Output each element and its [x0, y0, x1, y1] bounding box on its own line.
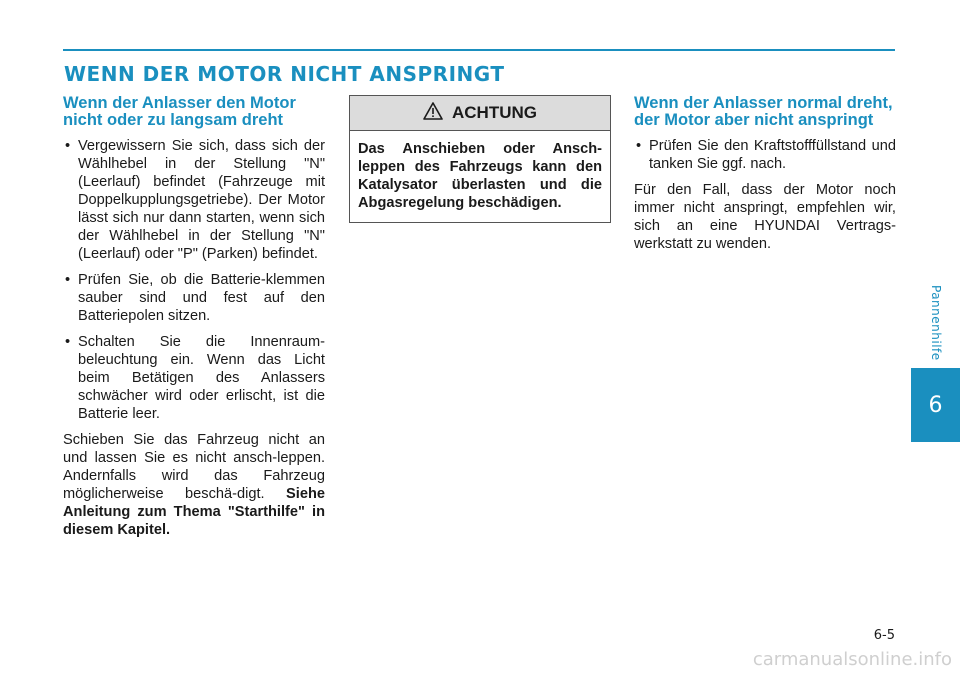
chapter-tab[interactable]: 6	[911, 368, 960, 442]
top-rule	[63, 49, 895, 51]
warning-box	[349, 95, 611, 223]
warning-text: Das Anschieben oder Ansch-leppen des Fahrzeugs kann den Katalysator überlasten und die Abgasregelung beschädigen.	[358, 141, 602, 211]
middle-column	[349, 95, 611, 223]
warning-header	[350, 96, 610, 131]
left-paragraph	[63, 431, 325, 539]
left-heading: Wenn der Anlasser den Motor nicht oder zu langsam dreht	[63, 94, 296, 129]
list-item	[63, 137, 325, 263]
list-item-text: Vergewissern Sie sich, dass sich der Wählhebel in der Stellung "N" (Leerlauf) befindet (Fahrzeuge mit Doppelkupplungsgetriebe). Der Motor lässt sich nur dann starten, wenn sich der Wählhebel in der Stellung "N" (Leerlauf) oder "P" (Parken) befindet.	[78, 138, 325, 262]
page-title: WENN DER MOTOR NICHT ANSPRINGT	[64, 62, 505, 86]
warning-triangle-icon	[423, 102, 443, 125]
left-column	[63, 95, 325, 539]
list-item	[63, 333, 325, 423]
watermark: carmanualsonline.info	[752, 649, 952, 670]
list-item	[63, 271, 325, 325]
right-bullet-list	[634, 137, 896, 173]
right-paragraph: Für den Fall, dass der Motor noch immer nicht anspringt, empfehlen wir, sich an eine HYUNDAI Vertrags-werkstatt zu wenden.	[634, 182, 896, 252]
bullet-icon: •	[65, 334, 71, 350]
left-bullet-list	[63, 137, 325, 423]
list-item-text: Prüfen Sie den Kraftstofffüllstand und tanken Sie ggf. nach.	[649, 138, 896, 172]
chapter-label: Pannenhilfe	[929, 285, 943, 361]
list-item-text: Schalten Sie die Innenraum-beleuchtung ein. Wenn das Licht beim Betätigen des Anlassers schwächer wird oder erlischt, ist die Batterie leer.	[78, 334, 325, 422]
right-heading: Wenn der Anlasser normal dreht, der Motor aber nicht anspringt	[634, 94, 893, 129]
bullet-icon: •	[65, 138, 71, 154]
starthilfe-reference: Siehe Anleitung zum Thema "Starthilfe" in diesem Kapitel.	[63, 486, 325, 538]
bullet-icon: •	[636, 138, 642, 154]
warning-label: ACHTUNG	[452, 103, 537, 122]
right-column	[634, 95, 896, 253]
page-number: 6-5	[873, 628, 895, 643]
left-paragraph-text: Schieben Sie das Fahrzeug nicht an und lassen Sie es nicht ansch-leppen. Andernfalls wird das Fahrzeug möglicherweise beschä-digt.	[63, 432, 325, 502]
list-item	[634, 137, 896, 173]
list-item-text: Prüfen Sie, ob die Batterie-klemmen sauber sind und fest auf den Batteriepolen sitzen.	[78, 272, 325, 324]
bullet-icon: •	[65, 272, 71, 288]
